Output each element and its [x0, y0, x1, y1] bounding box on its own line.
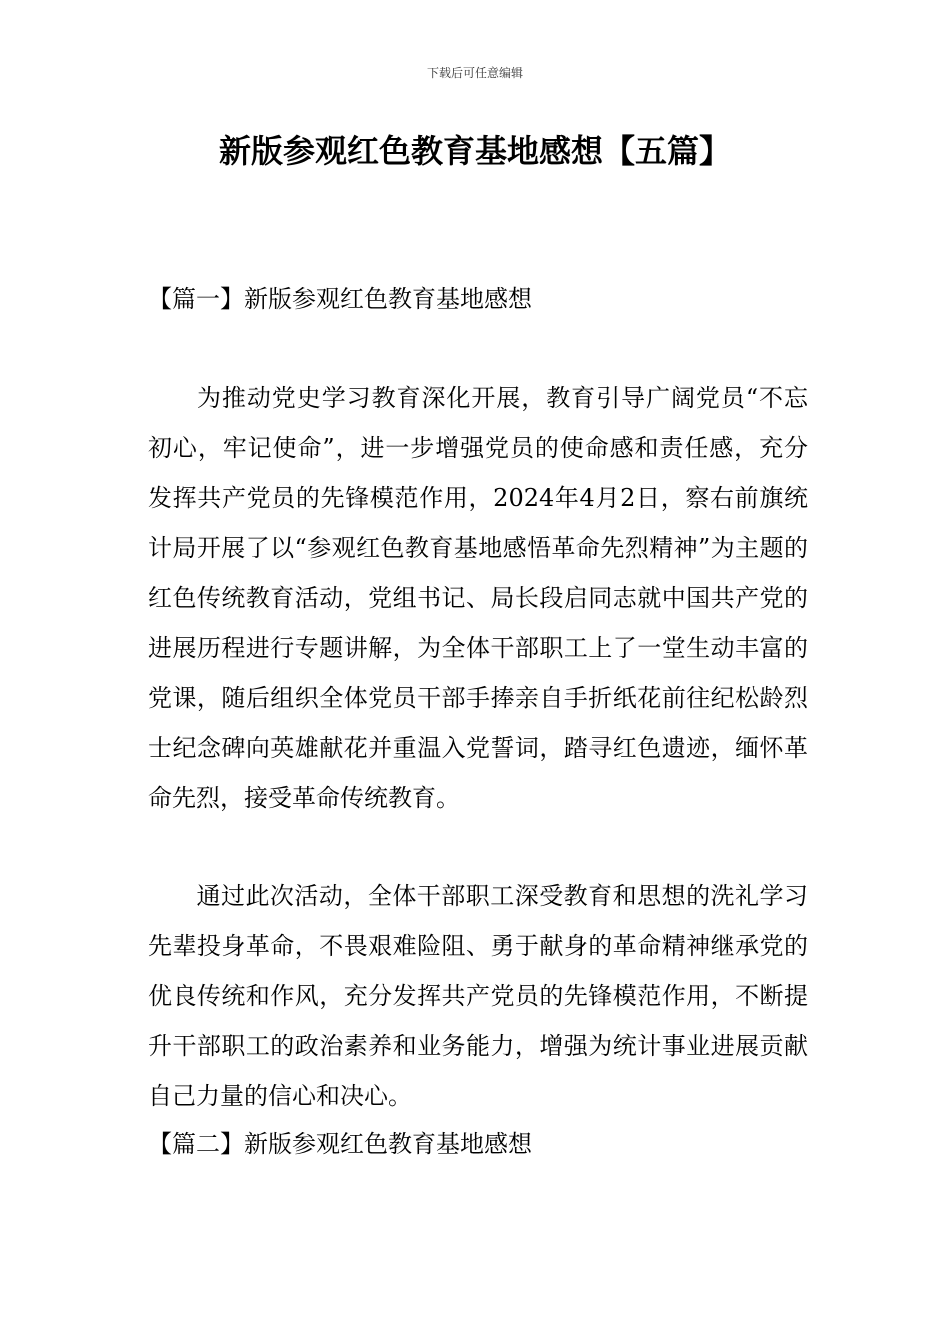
body-paragraph-2	[148, 871, 808, 1121]
paragraph-text: 通过此次活动，全体干部职工深受教育和思想的洗礼学习先辈投身革命，不畏艰难险阻、勇于献身的革命精神继承党的优良传统和作风，充分发挥共产党员的先锋模范作用，不断提升干部职工的政治素养和业务能力，增强为统计事业进展贡献自己力量的信心和决心。	[148, 882, 808, 1110]
document-title: 新版参观红色教育基地感想【五篇】	[218, 132, 731, 170]
paragraph-text: 为推动党史学习教育深化开展，教育引导广阔党员“不忘初心，牢记使命”，进一步增强党员的使命感和责任感，充分发挥共产党员的先锋模范作用，2024年4月2日，察右前旗统计局开展了以“参观红色教育基地感悟革命先烈精神”为主题的红色传统教育活动，党组书记、局长段启同志就中国共产党的进展历程进行专题讲解，为全体干部职工上了一堂生动丰富的党课，随后组织全体党员干部手捧亲自手折纸花前往纪松龄烈士纪念碑向英雄献花并重温入党誓词，踏寻红色遗迹，缅怀革命先烈，接受革命传统教育。	[148, 384, 808, 812]
section-heading-1: 【篇一】新版参观红色教育基地感想	[148, 285, 532, 313]
section-heading-2: 【篇二】新版参观红色教育基地感想	[148, 1130, 532, 1158]
page-header-note: 下载后可任意编辑	[426, 66, 523, 80]
body-paragraph-1	[148, 373, 808, 823]
